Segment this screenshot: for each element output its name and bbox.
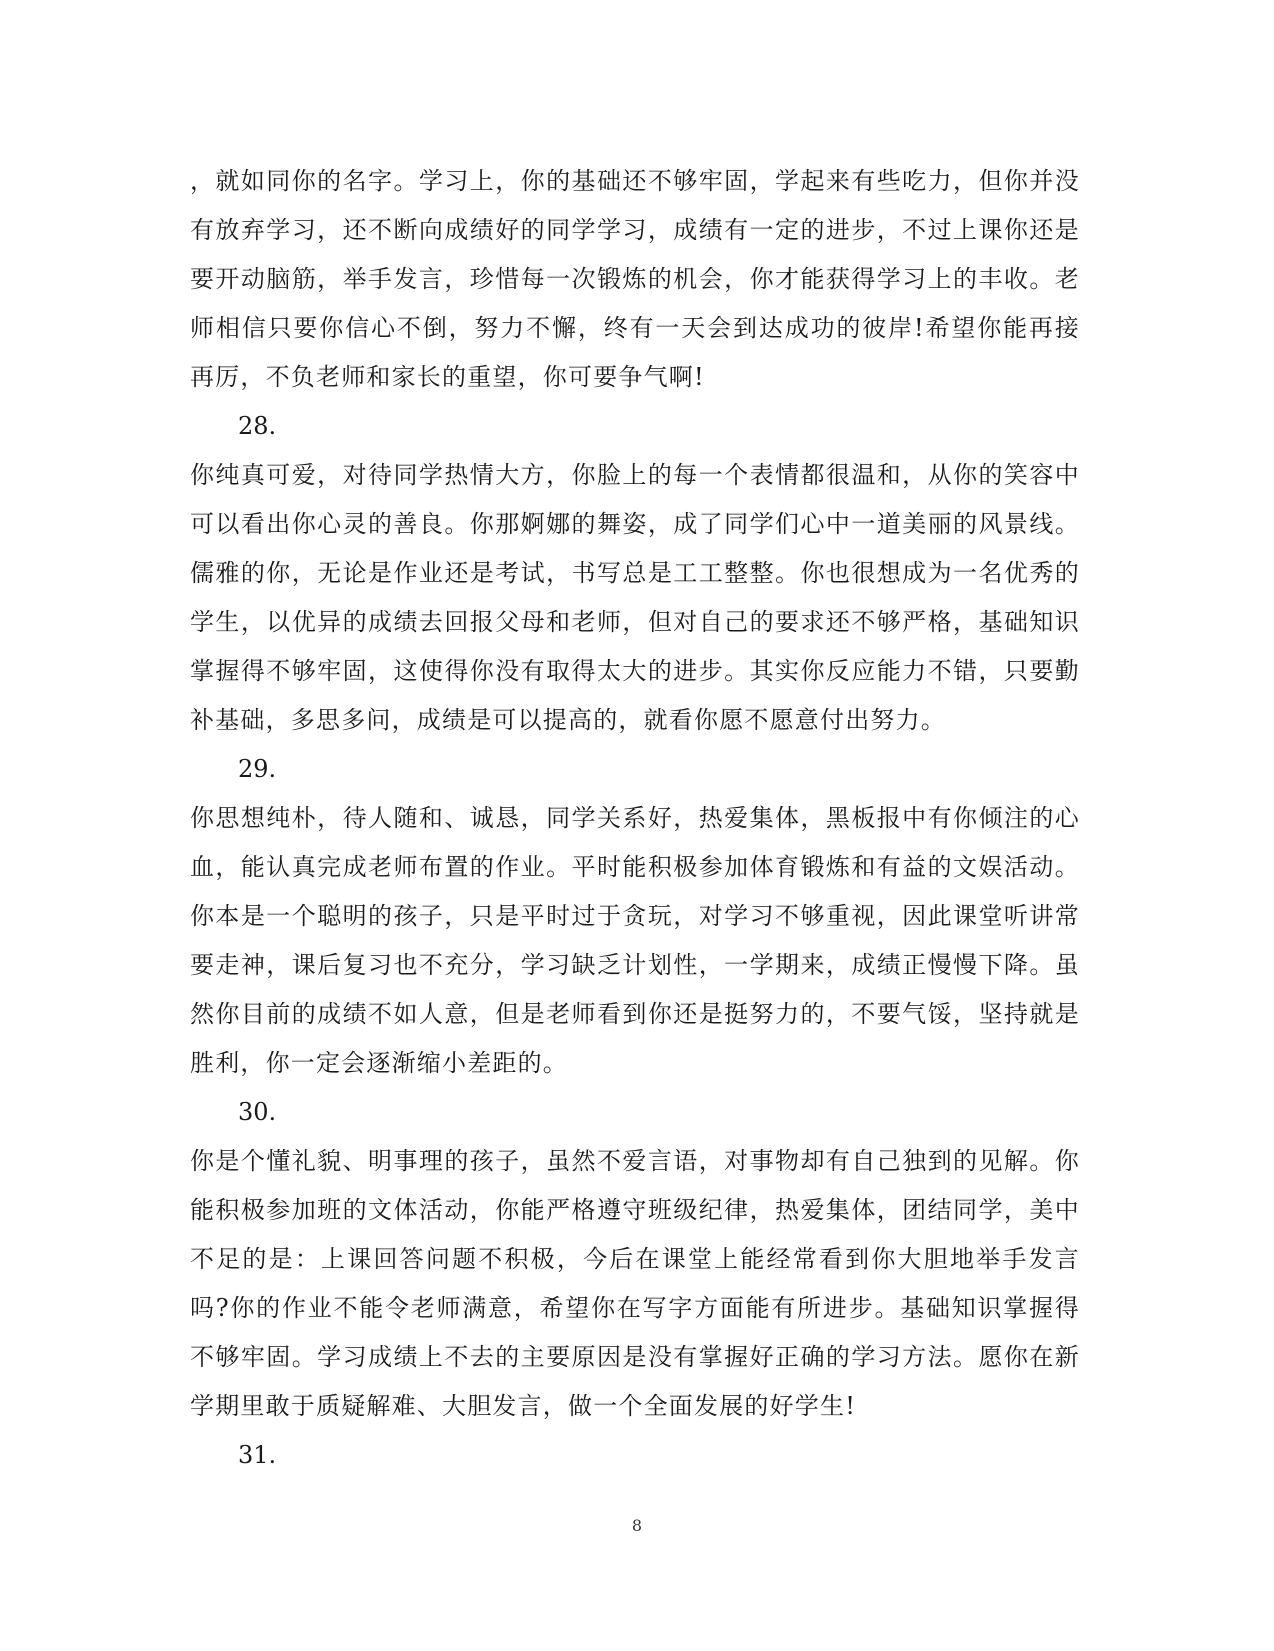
comment-paragraph: 你是个懂礼貌、明事理的孩子，虽然不爱言语，对事物却有自己独到的见解。你能积极参加班的文体活动，你能严格遵守班级纪律，热爱集体，团结同学，美中不足的是：上课回答问题不积极，今后在课堂上能经常看到你大胆地举手发言吗?你的作业不能令老师满意，希望你在写字方面能有所进步。基础知识掌握得不够牢固。学习成绩上不去的主要原因是没有掌握好正确的学习方法。愿你在新学期里敢于质疑解难、大胆发言，做一个全面发展的好学生! — [190, 1147, 1080, 1420]
comment-paragraph: 你思想纯朴，待人随和、诚恳，同学关系好，热爱集体，黑板报中有你倾注的心血，能认真完成老师布置的作业。平时能积极参加体育锻炼和有益的文娱活动。你本是一个聪明的孩子，只是平时过于贪玩，对学习不够重视，因此课堂听讲常要走神，课后复习也不充分，学习缺乏计划性，一学期来，成绩正慢慢下降。虽然你目前的成绩不如人意，但是老师看到你还是挺努力的，不要气馁，坚持就是胜利，你一定会逐渐缩小差距的。 — [190, 804, 1080, 1077]
comment-paragraph: 你纯真可爱，对待同学热情大方，你脸上的每一个表情都很温和，从你的笑容中可以看出你心灵的善良。你那婀娜的舞姿，成了同学们心中一道美丽的风景线。儒雅的你，无论是作业还是考试，书写总是工工整整。你也很想成为一名优秀的学生，以优异的成绩去回报父母和老师，但对自己的要求还不够严格，基础知识掌握得不够牢固，这使得你没有取得太大的进步。其实你反应能力不错，只要勤补基础，多思多问，成绩是可以提高的，就看你愿不愿意付出努力。 — [190, 461, 1080, 734]
item-number: 28. — [238, 412, 277, 440]
item-number: 30. — [238, 1098, 277, 1126]
comment-paragraph: ，就如同你的名字。学习上，你的基础还不够牢固，学起来有些吃力，但你并没有放弃学习，还不断向成绩好的同学学习，成绩有一定的进步，不过上课你还是要开动脑筋，举手发言，珍惜每一次锻炼的机会，你才能获得学习上的丰收。老师相信只要你信心不倒，努力不懈，终有一天会到达成功的彼岸!希望你能再接再厉，不负老师和家长的重望，你可要争气啊! — [190, 167, 1080, 391]
item-number: 29. — [238, 755, 277, 783]
page-number: 8 — [631, 1516, 643, 1535]
document-body — [190, 157, 1080, 1480]
item-number: 31. — [238, 1441, 277, 1469]
